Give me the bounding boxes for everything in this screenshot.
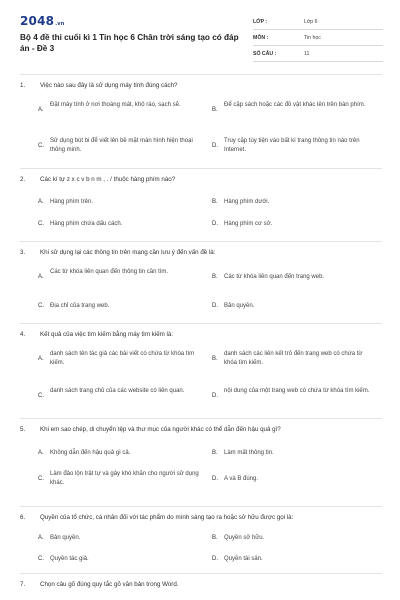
option-letter: D. xyxy=(212,476,218,482)
option-text: Bản quyền. xyxy=(50,535,81,541)
option-text: Không dẫn đến hậu quả gì cả. xyxy=(50,450,131,456)
option-text: danh sách các liên kết trỏ đến trang web có chứa từ khóa tìm kiếm. xyxy=(224,351,363,366)
option-text: Quyền tài sản. xyxy=(224,556,263,562)
meta-subject-value: Tin học xyxy=(304,35,321,41)
option-text: nội dung của một trang web có chứa từ khóa tìm kiếm. xyxy=(224,388,370,394)
question-2 xyxy=(20,176,382,227)
option-text: Hàng phím dưới. xyxy=(224,199,270,205)
option-letter: B. xyxy=(212,107,218,113)
option-text: danh sách trang chủ của các website có liên quan. xyxy=(50,388,185,394)
option-text: A và B đúng. xyxy=(224,476,259,482)
option-text: Truy cập tùy tiện vào bất kì trang thông tin nào trên Internet. xyxy=(224,138,360,153)
question-number: 6. xyxy=(20,514,26,521)
option-letter: A. xyxy=(38,199,44,205)
option-text: Các từ khóa liên quan đến thông tin cần tìm. xyxy=(50,269,169,275)
option-text: Để cặp sách hoặc các đồ vật khác lên trên bàn phím. xyxy=(224,102,366,108)
meta-count-row xyxy=(253,48,383,62)
option-text: Làm đảo lộn trật tự và gây khó khăn cho người sử dụng khác. xyxy=(50,471,199,486)
question-stem xyxy=(20,426,382,436)
option-text: Hàng phím cơ sở. xyxy=(224,221,273,227)
question-number: 5. xyxy=(20,426,26,433)
logo-text: 2048 xyxy=(20,14,55,28)
option-text: Đặt máy tính ở nơi thoáng mát, khô ráo, sạch sẽ. xyxy=(50,102,181,108)
option-letter: C. xyxy=(38,393,44,399)
question-divider xyxy=(20,74,382,75)
site-logo[interactable] xyxy=(20,14,65,28)
question-stem xyxy=(20,176,382,186)
question-text: Chọn câu gõ đúng quy tắc gõ văn bản trong Word. xyxy=(40,581,179,588)
question-text: Việc nào sau đây là sử dụng máy tính đúng cách? xyxy=(40,82,178,89)
question-5 xyxy=(20,426,382,486)
question-divider xyxy=(20,323,382,324)
question-stem xyxy=(20,249,382,259)
worksheet-header xyxy=(20,14,382,66)
option-text: Làm mất thông tin. xyxy=(224,450,274,456)
question-stem xyxy=(20,581,382,591)
option-letter: C. xyxy=(38,476,44,482)
option-text: danh sách tên tác giả các bài viết có chứa từ khóa tìm kiếm. xyxy=(50,351,195,366)
question-number: 7. xyxy=(20,581,26,588)
option-letter: A. xyxy=(38,107,44,113)
question-text: Kết quả của việc tìm kiếm bằng máy tìm kiếm là: xyxy=(40,331,174,338)
option-letter: C. xyxy=(38,143,44,149)
option-letter: D. xyxy=(212,143,218,149)
option-text: Sử dụng bút bi để viết lên bề mặt màn hình hiện thoại thông minh. xyxy=(50,138,193,153)
option-letter: A. xyxy=(38,356,44,362)
option-letter: D. xyxy=(212,303,218,309)
worksheet-title: Bộ 4 đề thi cuối kì 1 Tin học 6 Chân trời sáng tạo có đáp án - Đề 3 xyxy=(20,33,239,53)
meta-count-label: SỐ CÂU : xyxy=(253,51,277,57)
meta-count-value: 11 xyxy=(304,51,310,57)
question-text: Khi em sao chép, di chuyển tệp và thư mục của người khác có thể dẫn đến hậu quả gì? xyxy=(40,426,281,433)
option-text: Địa chỉ của trang web. xyxy=(50,303,110,309)
option-letter: B. xyxy=(212,274,218,280)
question-divider xyxy=(20,506,382,507)
meta-subject-label: MÔN : xyxy=(253,35,269,41)
question-divider xyxy=(20,573,382,574)
option-letter: A. xyxy=(38,450,44,456)
question-stem xyxy=(20,514,382,524)
option-text: Các từ khóa liên quan đến trang web. xyxy=(224,274,325,280)
option-letter: B. xyxy=(212,356,218,362)
logo-suffix: .vn xyxy=(55,21,65,27)
option-letter: B. xyxy=(212,450,218,456)
question-text: Khi sử dụng lại các thông tin trên mạng cần lưu ý đến vấn đề là: xyxy=(40,249,216,256)
question-stem xyxy=(20,82,382,92)
meta-class-row xyxy=(253,16,383,30)
option-letter: D. xyxy=(212,393,218,399)
question-7 xyxy=(20,581,382,591)
meta-class-value: Lớp 6 xyxy=(304,19,318,25)
question-divider xyxy=(20,241,382,242)
option-letter: B. xyxy=(212,535,218,541)
option-text: Hàng phím trên. xyxy=(50,199,94,205)
question-4 xyxy=(20,331,382,399)
option-letter: C. xyxy=(38,556,44,562)
option-letter: C. xyxy=(38,303,44,309)
meta-subject-row xyxy=(253,32,383,46)
question-divider xyxy=(20,168,382,169)
option-text: Quyền tác giả. xyxy=(50,556,89,562)
question-text: Các kí tự z x c v b n m , . / thuộc hàng phím nào? xyxy=(40,176,176,183)
meta-class-label: LỚP : xyxy=(253,19,268,25)
option-letter: C. xyxy=(38,221,44,227)
option-text: Bản quyền. xyxy=(224,303,255,309)
option-letter: D. xyxy=(212,221,218,227)
question-divider xyxy=(20,418,382,419)
question-stem xyxy=(20,331,382,341)
question-text: Quyền của tổ chức, cá nhân đối với tác phẩm do mình sáng tạo ra hoặc sở hữu được gọi là: xyxy=(40,514,294,521)
worksheet-meta xyxy=(253,16,383,64)
option-text: Quyền sở hữu. xyxy=(224,535,265,541)
question-number: 1. xyxy=(20,82,26,89)
question-number: 4. xyxy=(20,331,26,338)
option-text: Hàng phím chứa dấu cách. xyxy=(50,221,123,227)
question-1 xyxy=(20,82,382,153)
option-letter: A. xyxy=(38,274,44,280)
question-6 xyxy=(20,514,382,562)
option-letter: B. xyxy=(212,199,218,205)
question-number: 2. xyxy=(20,176,26,183)
option-letter: A. xyxy=(38,535,44,541)
question-3 xyxy=(20,249,382,309)
question-number: 3. xyxy=(20,249,26,256)
option-letter: D. xyxy=(212,556,218,562)
